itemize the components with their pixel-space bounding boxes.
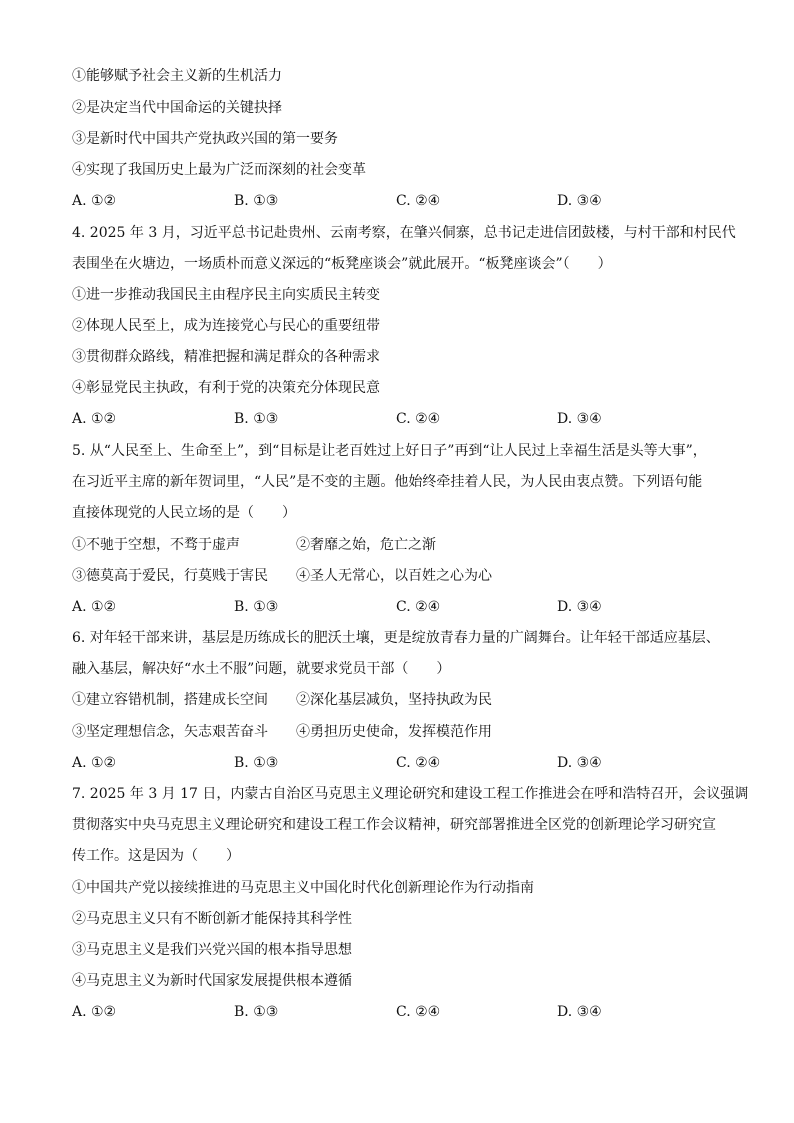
q6-option-1: ①建立容错机制，搭建成长空间 bbox=[72, 692, 268, 708]
q7-choice-d: D. ③④ bbox=[557, 1004, 602, 1020]
q7-option-3: ③马克思主义是我们兴党兴国的根本指导思想 bbox=[72, 942, 352, 958]
q4-option-2: ②体现人民至上，成为连接党心与民心的重要纽带 bbox=[72, 318, 380, 334]
q7-stem-line-2: 贯彻落实中央马克思主义理论研究和建设工程工作会议精神，研究部署推进全区党的创新理论学习研究宣 bbox=[72, 817, 716, 833]
q5-stem-line-2: 在习近平主席的新年贺词里，“人民”是不变的主题。他始终牵挂着人民，为人民由衷点赞。下列语句能 bbox=[72, 474, 703, 490]
q3-option-2: ②是决定当代中国命运的关键抉择 bbox=[72, 100, 282, 116]
q4-option-4: ④彰显党民主执政，有利于党的决策充分体现民意 bbox=[72, 380, 380, 396]
q5-stem-line-3: 直接体现党的人民立场的是（ ） bbox=[72, 505, 296, 521]
q7-stem-line-1: 7. 2025 年 3 月 17 日，内蒙古自治区马克思主义理论研究和建设工程工作推进会在呼和浩特召开，会议强调 bbox=[72, 786, 749, 802]
q4-choice-d: D. ③④ bbox=[557, 411, 602, 427]
q7-choice-a: A. ①② bbox=[72, 1004, 117, 1020]
q4-choice-c: C. ②④ bbox=[396, 411, 441, 427]
q4-option-1: ①进一步推动我国民主由程序民主向实质民主转变 bbox=[72, 287, 380, 303]
q5-choice-c: C. ②④ bbox=[396, 599, 441, 615]
q4-choice-a: A. ①② bbox=[72, 411, 117, 427]
q6-choice-a: A. ①② bbox=[72, 755, 117, 771]
q6-option-2: ②深化基层减负，坚持执政为民 bbox=[296, 692, 492, 708]
q4-choice-b: B. ①③ bbox=[234, 411, 279, 427]
q3-choice-d: D. ③④ bbox=[557, 193, 602, 209]
q3-choice-a: A. ①② bbox=[72, 193, 117, 209]
q7-choice-b: B. ①③ bbox=[234, 1004, 279, 1020]
q7-option-4: ④马克思主义为新时代国家发展提供根本遵循 bbox=[72, 973, 352, 989]
q5-choice-a: A. ①② bbox=[72, 599, 117, 615]
q4-stem-line-1: 4. 2025 年 3 月，习近平总书记赴贵州、云南考察，在肇兴侗寨，总书记走进信团鼓楼，与村干部和村民代 bbox=[72, 225, 736, 241]
q6-option-3: ③坚定理想信念，矢志艰苦奋斗 bbox=[72, 724, 268, 740]
q6-choice-c: C. ②④ bbox=[396, 755, 441, 771]
q5-choice-b: B. ①③ bbox=[234, 599, 279, 615]
q7-option-1: ①中国共产党以接续推进的马克思主义中国化时代化创新理论作为行动指南 bbox=[72, 880, 534, 896]
q5-stem-line-1: 5. 从“人民至上、生命至上”，到“目标是让老百姓过上好日子”再到“让人民过上幸福生活是头等大事”， bbox=[72, 443, 707, 459]
q3-option-1: ①能够赋予社会主义新的生机活力 bbox=[72, 68, 282, 84]
q7-choice-c: C. ②④ bbox=[396, 1004, 441, 1020]
q5-option-4: ④圣人无常心，以百姓之心为心 bbox=[296, 568, 492, 584]
q6-stem-line-2: 融入基层，解决好“水土不服”问题，就要求党员干部（ ） bbox=[72, 661, 451, 677]
q6-option-4: ④勇担历史使命，发挥模范作用 bbox=[296, 724, 492, 740]
q5-option-1: ①不驰于空想，不骛于虚声 bbox=[72, 537, 240, 553]
q7-option-2: ②马克思主义只有不断创新才能保持其科学性 bbox=[72, 911, 352, 927]
q3-choice-c: C. ②④ bbox=[396, 193, 441, 209]
q3-option-4: ④实现了我国历史上最为广泛而深刻的社会变革 bbox=[72, 162, 366, 178]
q6-stem-line-1: 6. 对年轻干部来讲，基层是历练成长的肥沃土壤，更是绽放青春力量的广阔舞台。让年轻干部适应基层、 bbox=[72, 630, 720, 646]
q6-choice-d: D. ③④ bbox=[557, 755, 602, 771]
q4-option-3: ③贯彻群众路线，精准把握和满足群众的各种需求 bbox=[72, 349, 380, 365]
q5-choice-d: D. ③④ bbox=[557, 599, 602, 615]
q4-stem-line-2: 表围坐在火塘边，一场质朴而意义深远的“板凳座谈会”就此展开。“板凳座谈会”（ ） bbox=[72, 256, 612, 272]
q5-option-3: ③德莫高于爱民，行莫贱于害民 bbox=[72, 568, 268, 584]
q6-choice-b: B. ①③ bbox=[234, 755, 279, 771]
q3-option-3: ③是新时代中国共产党执政兴国的第一要务 bbox=[72, 131, 338, 147]
q7-stem-line-3: 传工作。这是因为（ ） bbox=[72, 848, 240, 864]
q5-option-2: ②奢靡之始，危亡之渐 bbox=[296, 537, 436, 553]
q3-choice-b: B. ①③ bbox=[234, 193, 279, 209]
